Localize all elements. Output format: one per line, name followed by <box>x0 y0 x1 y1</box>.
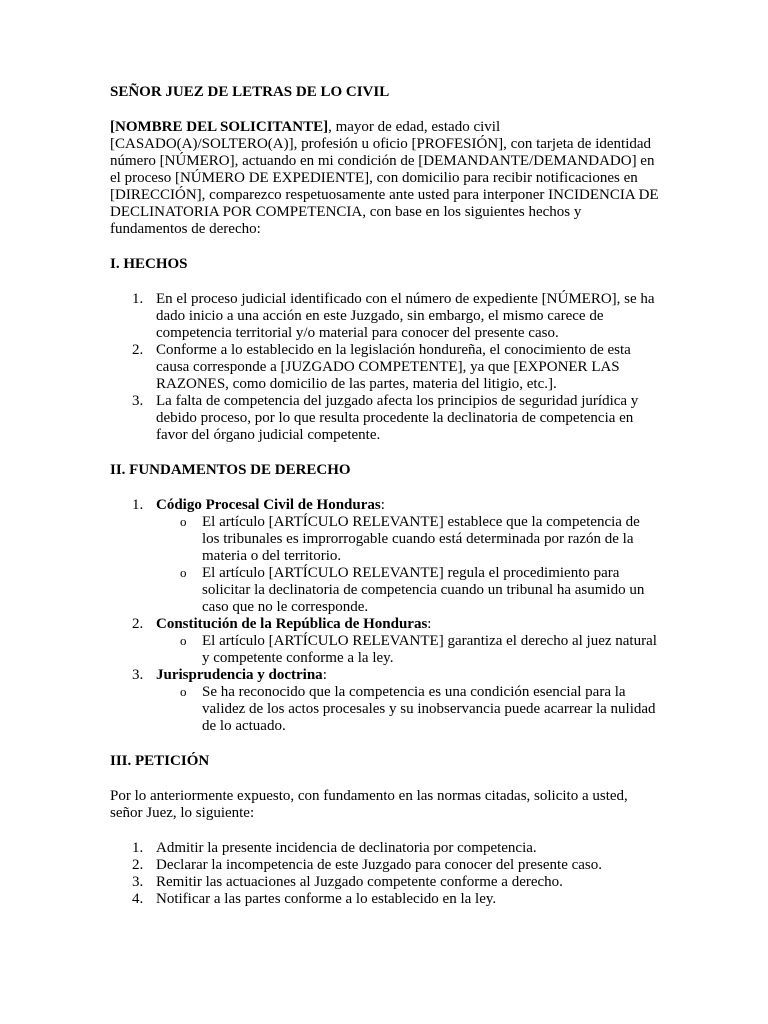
item-number: 2. <box>132 857 144 873</box>
sub-list-item <box>156 633 660 667</box>
section-heading-fundamentos: II. FUNDAMENTOS DE DERECHO <box>110 462 351 478</box>
item-number: 3. <box>132 874 144 890</box>
item-colon: : <box>322 667 327 683</box>
list-item <box>110 342 660 393</box>
peticion-list <box>110 840 660 908</box>
item-title: Constitución de la República de Honduras <box>156 616 428 632</box>
list-item <box>110 393 660 444</box>
item-text: Remitir las actuaciones al Juzgado competente conforme a derecho. <box>156 874 563 890</box>
list-item <box>110 667 660 735</box>
list-item <box>110 857 660 874</box>
list-item <box>110 891 660 908</box>
item-number: 1. <box>132 497 144 513</box>
sub-list-item <box>156 514 660 565</box>
item-colon: : <box>427 616 432 632</box>
item-number: 1. <box>132 840 144 856</box>
item-number: 1. <box>132 291 144 307</box>
fundamentos-list <box>110 497 660 735</box>
item-colon: : <box>380 497 385 513</box>
sub-list <box>156 514 660 616</box>
intro-text: , mayor de edad, estado civil [CASADO(A)/SOLTERO(A)], profesión u oficio [PROFESIÓN], con tarjeta de identidad número [NÚMERO], actuando en mi condición de [DEMANDANTE/DEMANDADO] en el proceso [NÚMERO DE EXPEDIENTE], con domicilio para recibir notificaciones en [DIRECCIÓN], comparezco respetuosamente ante usted para interponer INCIDENCIA DE DECLINATORIA POR COMPETENCIA, con base en los siguientes hechos y fundamentos de derecho: <box>110 119 659 237</box>
item-text: Notificar a las partes conforme a lo establecido en la ley. <box>156 891 497 907</box>
item-number: 3. <box>132 667 144 683</box>
item-text: Conforme a lo establecido en la legislación hondureña, el conocimiento de esta causa corresponde a [JUZGADO COMPETENTE], ya que [EXPONER LAS RAZONES, como domicilio de las partes, materia del litigio, etc.]. <box>156 342 631 392</box>
document-page <box>110 84 660 926</box>
sub-item-text: El artículo [ARTÍCULO RELEVANTE] establece que la competencia de los tribunales es improrrogable cuando está determinada por razón de la materia o del territorio. <box>202 514 640 564</box>
list-item <box>110 616 660 667</box>
list-item <box>110 497 660 616</box>
list-item <box>110 291 660 342</box>
sub-item-text: Se ha reconocido que la competencia es una condición esencial para la validez de los actos procesales y su inobservancia puede acarrear la nulidad de lo actuado. <box>202 684 656 734</box>
item-number: 2. <box>132 616 144 632</box>
list-item <box>110 874 660 891</box>
item-text: Admitir la presente incidencia de declinatoria por competencia. <box>156 840 537 856</box>
sub-list <box>156 684 660 735</box>
item-number: 4. <box>132 891 144 907</box>
item-text: En el proceso judicial identificado con el número de expediente [NÚMERO], se ha dado inicio a una acción en este Juzgado, sin embargo, el mismo carece de competencia territorial y/o material para conocer del presente caso. <box>156 291 655 341</box>
bullet-icon: o <box>180 684 187 699</box>
intro-paragraph <box>110 119 660 238</box>
sub-item-text: El artículo [ARTÍCULO RELEVANTE] regula el procedimiento para solicitar la declinatoria de competencia cuando un tribunal ha asumido un caso que no le corresponde. <box>202 565 645 615</box>
section-heading-peticion: III. PETICIÓN <box>110 753 210 769</box>
item-number: 2. <box>132 342 144 358</box>
section-heading-hechos: I. HECHOS <box>110 256 188 272</box>
sub-list-item <box>156 565 660 616</box>
bullet-icon: o <box>180 633 187 648</box>
sub-list-item <box>156 684 660 735</box>
sub-item-text: El artículo [ARTÍCULO RELEVANTE] garantiza el derecho al juez natural y competente conforme a la ley. <box>202 633 657 666</box>
bullet-icon: o <box>180 565 187 580</box>
bullet-icon: o <box>180 514 187 529</box>
item-text: Declarar la incompetencia de este Juzgado para conocer del presente caso. <box>156 857 603 873</box>
item-number: 3. <box>132 393 144 409</box>
document-title: SEÑOR JUEZ DE LETRAS DE LO CIVIL <box>110 84 390 100</box>
peticion-intro: Por lo anteriormente expuesto, con fundamento en las normas citadas, solicito a usted, señor Juez, lo siguiente: <box>110 788 628 821</box>
item-title: Código Procesal Civil de Honduras <box>156 497 381 513</box>
list-item <box>110 840 660 857</box>
item-text: La falta de competencia del juzgado afecta los principios de seguridad jurídica y debido proceso, por lo que resulta procedente la declinatoria de competencia en favor del órgano judicial competente. <box>156 393 639 443</box>
item-title: Jurisprudencia y doctrina <box>156 667 323 683</box>
hechos-list <box>110 291 660 444</box>
sub-list <box>156 633 660 667</box>
applicant-name: [NOMBRE DEL SOLICITANTE] <box>110 119 329 135</box>
